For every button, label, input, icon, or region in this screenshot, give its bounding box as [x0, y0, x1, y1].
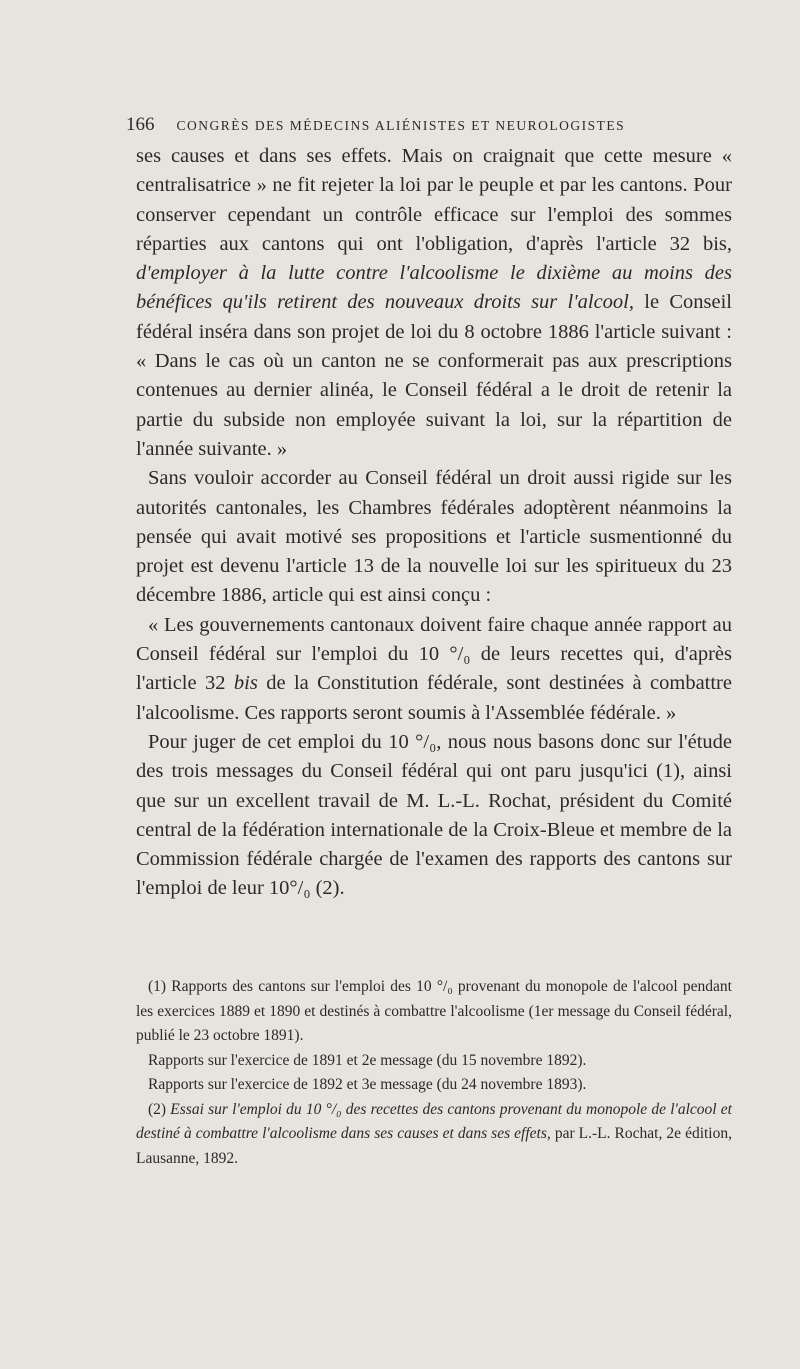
footnotes: [136, 975, 732, 1171]
paragraph-1-text-b: le Conseil fédéral inséra dans son projet de loi du 8 octobre 1886 l'article suivant : « Dans le cas où un canton ne se conformerait pas aux prescriptions contenues au dernier alinéa, le Conseil fédéral a le droit de retenir la partie du subside non employée suivant la loi, sur la répartition de l'année suivante. »: [136, 291, 732, 460]
page-header: [126, 114, 706, 136]
paragraph-2: Sans vouloir accorder au Conseil fédéral un droit aussi rigide sur les autorités cantonales, les Chambres fédérales adoptèrent néanmoins la pensée qui avait motivé ses propositions et l'article susmentionné du projet est devenu l'article 13 de la nouvelle loi sur les spiritueux du 23 décembre 1886, article qui est ainsi conçu :: [136, 467, 732, 607]
paragraph-3: [136, 611, 732, 728]
body-text: [136, 142, 732, 904]
footnote-2: [136, 1098, 732, 1172]
paragraph-3-text-b: de la Constitution fédérale, sont destinées à combattre l'alcoolisme. Ces rapports seront soumis à l'Assemblée fédérale. »: [136, 672, 732, 724]
footnote-2-italic: Essai sur l'emploi du 10 °/₀ des recettes des cantons provenant du monopole de l'alcool et destiné à combattre l'alcoolisme dans ses causes et dans ses effets,: [136, 1100, 732, 1142]
paragraph-3-italic: bis: [233, 672, 258, 695]
footnote-1: (1) Rapports des cantons sur l'emploi des 10 °/₀ provenant du monopole de l'alcool pendant les exercices 1889 et 1890 et destinés à combattre l'alcoolisme (1er message du Conseil fédéral, publié le 23 octobre 1891).: [136, 978, 732, 1044]
page-number: 166: [126, 114, 155, 135]
footnote-1-continued-a: Rapports sur l'exercice de 1891 et 2e message (du 15 novembre 1892).: [148, 1051, 587, 1069]
running-head: CONGRÈS DES MÉDECINS ALIÉNISTES ET NEUROLOGISTES: [176, 118, 626, 133]
paragraph-1: [136, 142, 732, 464]
paragraph-1-text-a: ses causes et dans ses effets. Mais on craignait que cette mesure « centralisatrice » ne fit rejeter la loi par le peuple et par les cantons. Pour conserver cependant un contrôle efficace sur l'emploi des sommes réparties aux cantons qui ont l'obligation, d'après l'article 32 bis,: [136, 145, 732, 255]
footnote-1-continued-b: Rapports sur l'exercice de 1892 et 3e message (du 24 novembre 1893).: [148, 1076, 587, 1093]
footnote-2-text-a: (2): [148, 1100, 171, 1118]
paragraph-3-text-a: « Les gouvernements cantonaux doivent faire chaque année rapport au Conseil fédéral sur l'emploi du 10 °/₀ de leurs recettes qui, d'après l'article 32: [136, 613, 732, 695]
footnote-2-text-b: par L.-L. Rochat, 2e édition, Lausanne, 1892.: [136, 1125, 732, 1167]
paragraph-4: Pour juger de cet emploi du 10 °/₀, nous nous basons donc sur l'étude des trois messages du Conseil fédéral qui ont paru jusqu'ici (1), ainsi que sur un excellent travail de M. L.-L. Rochat, président du Comité central de la fédération internationale de la Croix-Bleue et membre de la Commission fédérale chargée de l'examen des rapports des cantons sur l'emploi de leur 10°/₀ (2).: [136, 730, 732, 900]
paragraph-1-italic: d'employer à la lutte contre l'alcoolisme le dixième au moins des bénéfices qu'ils retirent des nouveaux droits sur l'alcool,: [136, 262, 732, 314]
